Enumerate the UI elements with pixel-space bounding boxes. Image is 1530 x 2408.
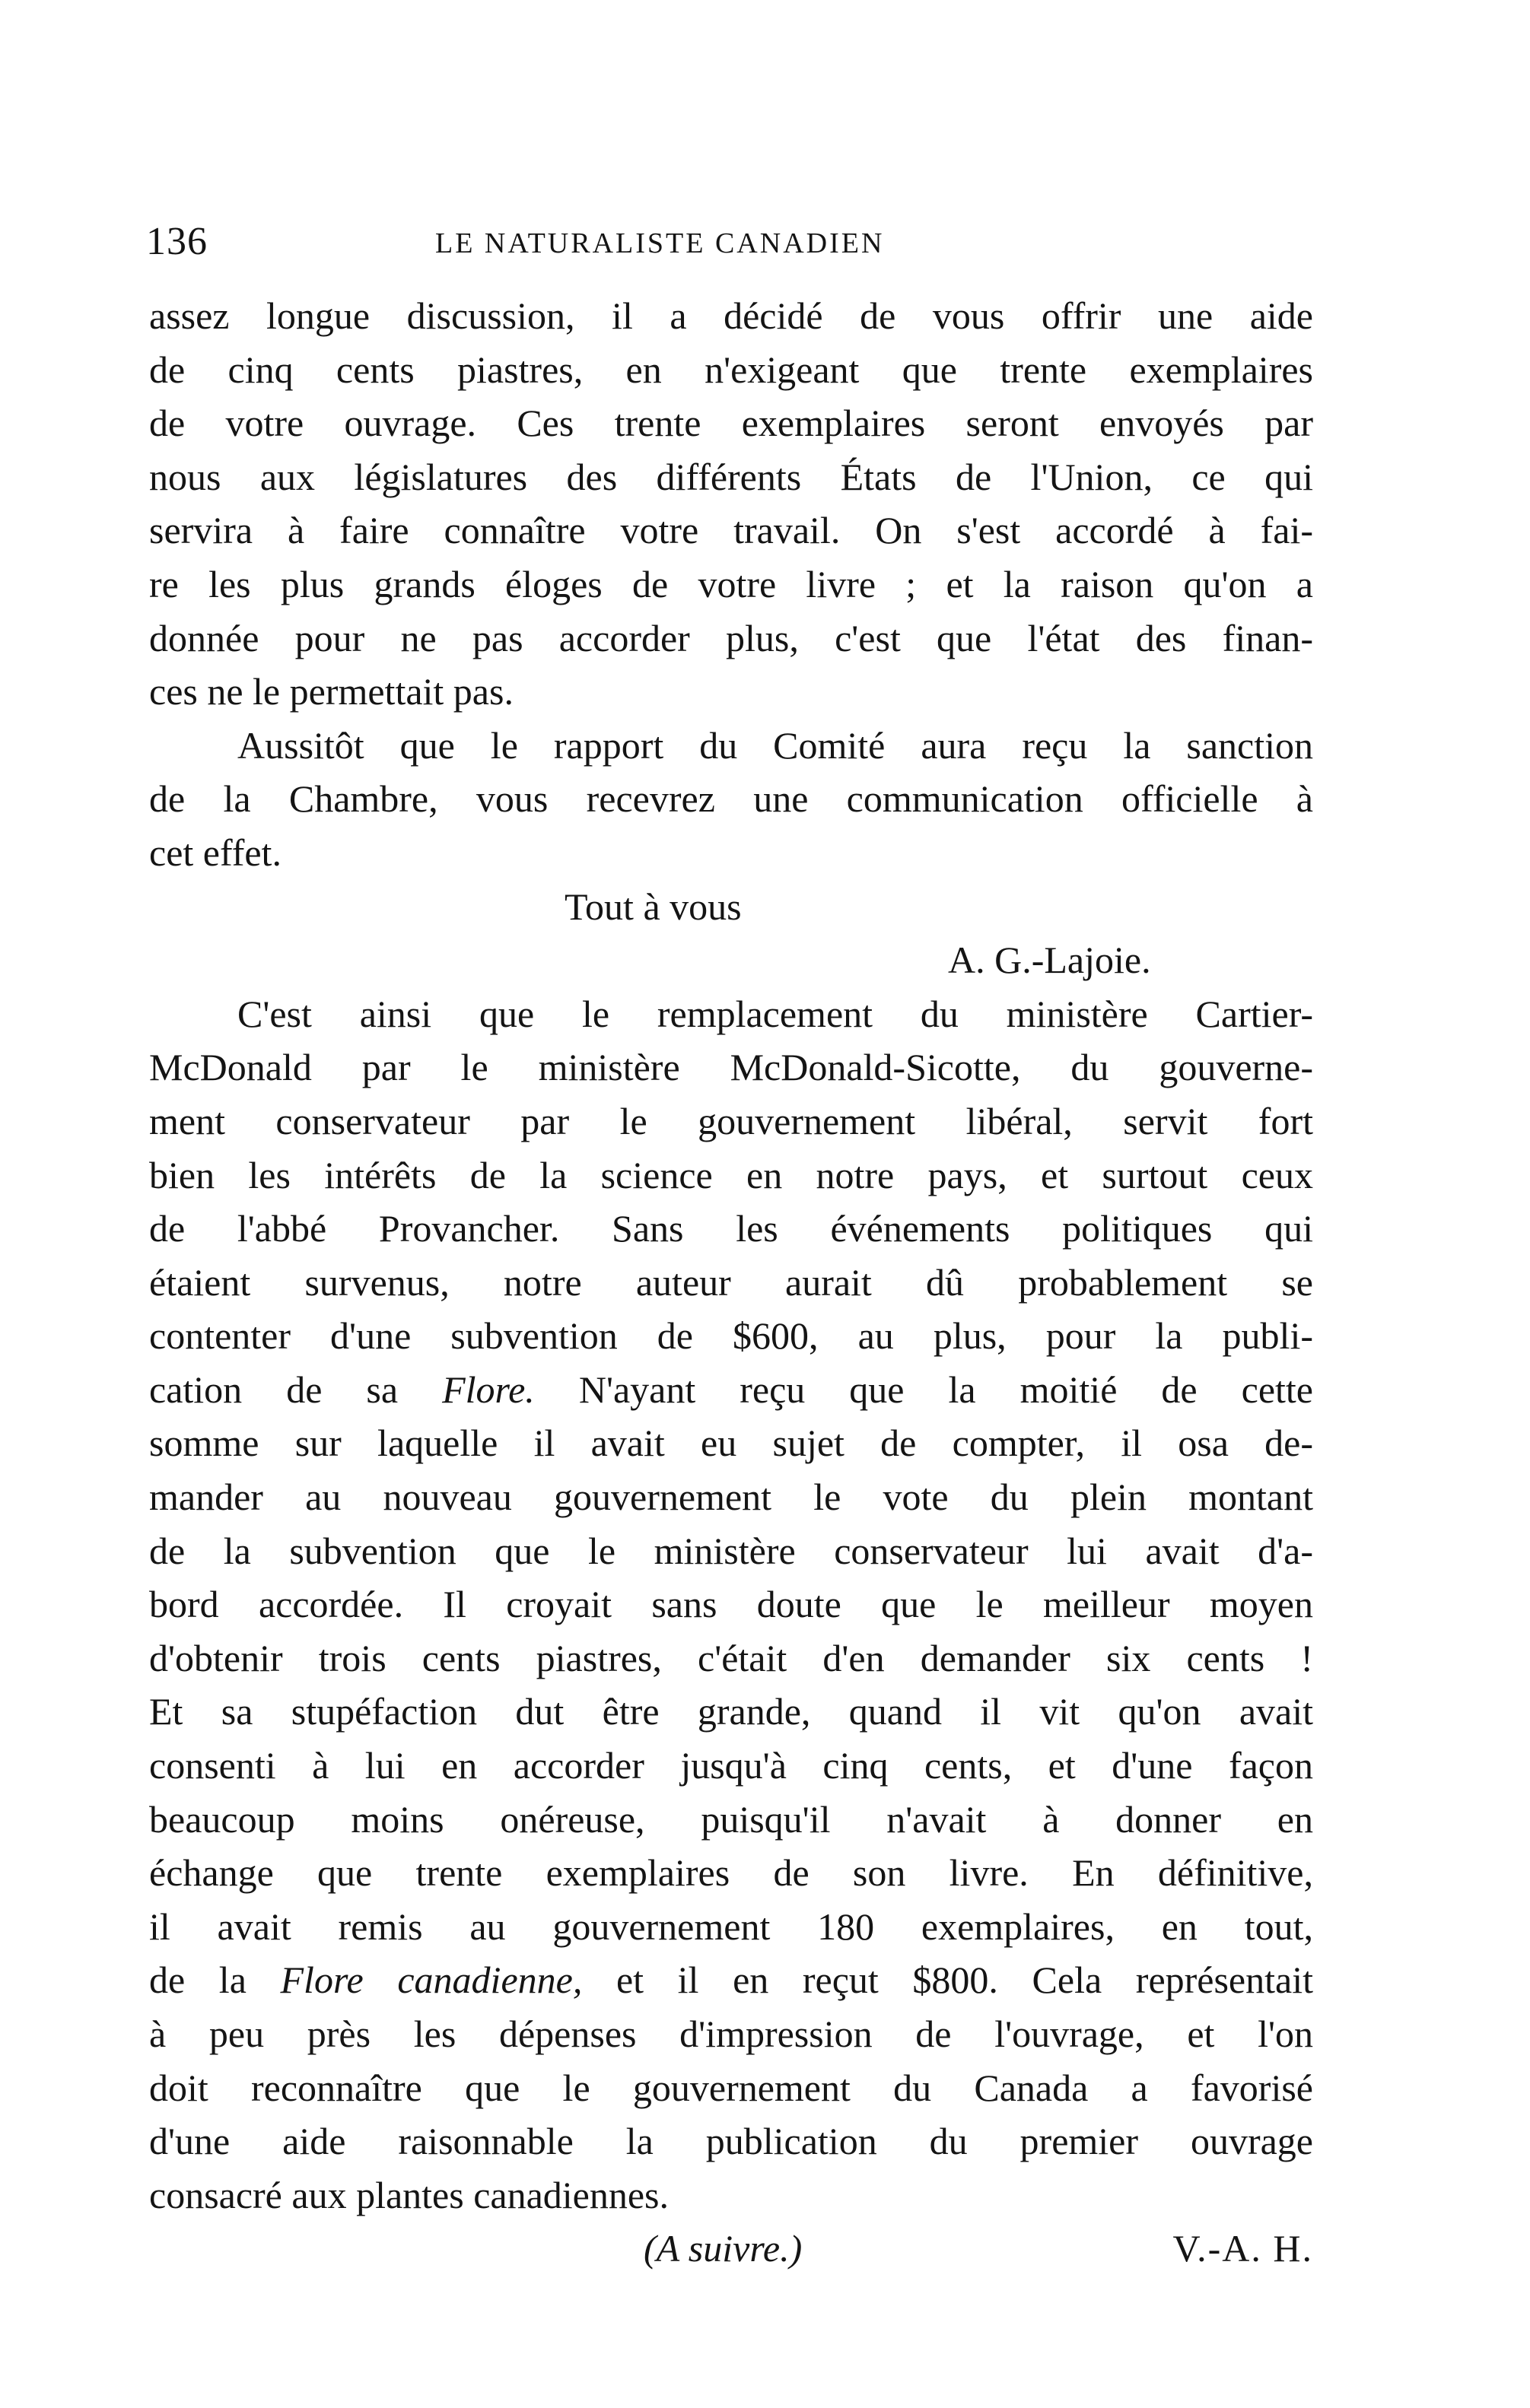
- text-segment: N'ayant reçu que la moitié de cette: [534, 1368, 1313, 1411]
- letter-closing: Tout à vous: [565, 885, 742, 928]
- text-line: ment conservateur par le gouvernement libéral, servit fort: [149, 1099, 1313, 1142]
- letter-signature: A. G.-Lajoie.: [948, 939, 1151, 982]
- book-title-italic: Flore.: [442, 1368, 535, 1411]
- text-line: de la Chambre, vous recevrez une communication officielle à: [149, 777, 1313, 821]
- text-line: d'une aide raisonnable la publication du premier ouvrage: [149, 2120, 1313, 2163]
- text-line: beaucoup moins onéreuse, puisqu'il n'avait à donner en: [149, 1797, 1313, 1841]
- text-line: nous aux législatures des différents États de l'Union, ce qui: [149, 455, 1313, 498]
- article-footer: [149, 2222, 1313, 2276]
- text-line: consenti à lui en accorder jusqu'à cinq cents, et d'une façon: [149, 1744, 1313, 1787]
- text-line: doit reconnaître que le gouvernement du Canada a favorisé: [149, 2066, 1313, 2109]
- text-line: de l'abbé Provancher. Sans les événements politiques qui: [149, 1207, 1313, 1250]
- text-line: étaient survenus, notre auteur aurait dû probablement se: [149, 1260, 1313, 1304]
- text-line: de votre ouvrage. Ces trente exemplaires seront envoyés par: [149, 402, 1313, 445]
- text-line: Aussitôt que le rapport du Comité aura reçu la sanction: [237, 723, 1313, 767]
- text-line: C'est ainsi que le remplacement du ministère Cartier-: [237, 992, 1313, 1035]
- text-line: assez longue discussion, il a décidé de vous offrir une aide: [149, 294, 1313, 337]
- text-line: [149, 1363, 1313, 1417]
- running-head: LE NATURALISTE CANADIEN: [435, 227, 885, 259]
- text-line: contenter d'une subvention de $600, au plus, pour la publi-: [149, 1314, 1313, 1358]
- text-line: échange que trente exemplaires de son livre. En définitive,: [149, 1851, 1313, 1895]
- text-line: de cinq cents piastres, en n'exigeant que trente exemplaires: [149, 348, 1313, 391]
- text-line: [149, 1953, 1313, 2007]
- to-be-continued: (A suivre.): [644, 2227, 803, 2270]
- text-line: donnée pour ne pas accorder plus, c'est que l'état des finan-: [149, 616, 1313, 659]
- text-line: bien les intérêts de la science en notre pays, et surtout ceux: [149, 1153, 1313, 1196]
- page-number: 136: [146, 220, 208, 263]
- text-line: bord accordée. Il croyait sans doute que le meilleur moyen: [149, 1583, 1313, 1626]
- body-text: [149, 289, 1313, 2276]
- text-segment: de la: [149, 1958, 281, 2002]
- text-line: il avait remis au gouvernement 180 exemplaires, en tout,: [149, 1904, 1313, 1948]
- author-initials: V.-A. H.: [1172, 2227, 1313, 2270]
- text-line: cet effet.: [149, 831, 282, 874]
- text-segment: et il en reçut $800. Cela représentait: [582, 1958, 1313, 2002]
- book-title-italic: Flore canadienne,: [280, 1958, 583, 2002]
- text-line: Et sa stupéfaction dut être grande, quand il vit qu'on avait: [149, 1690, 1313, 1733]
- text-line: consacré aux plantes canadiennes.: [149, 2173, 670, 2216]
- text-line: ces ne le permettait pas.: [149, 670, 514, 713]
- text-line: McDonald par le ministère McDonald-Sicotte, du gouverne-: [149, 1046, 1313, 1089]
- text-line: somme sur laquelle il avait eu sujet de compter, il osa de-: [149, 1422, 1313, 1465]
- text-line: re les plus grands éloges de votre livre ; et la raison qu'on a: [149, 562, 1313, 605]
- text-line: d'obtenir trois cents piastres, c'était d'en demander six cents !: [149, 1636, 1313, 1679]
- text-line: de la subvention que le ministère conservateur lui avait d'a-: [149, 1529, 1313, 1572]
- text-line: servira à faire connaître votre travail. On s'est accordé à fai-: [149, 509, 1313, 552]
- text-line: à peu près les dépenses d'impression de l'ouvrage, et l'on: [149, 2012, 1313, 2055]
- page-header: [146, 219, 1318, 265]
- text-line: mander au nouveau gouvernement le vote du plein montant: [149, 1476, 1313, 1519]
- text-segment: cation de sa: [149, 1368, 443, 1411]
